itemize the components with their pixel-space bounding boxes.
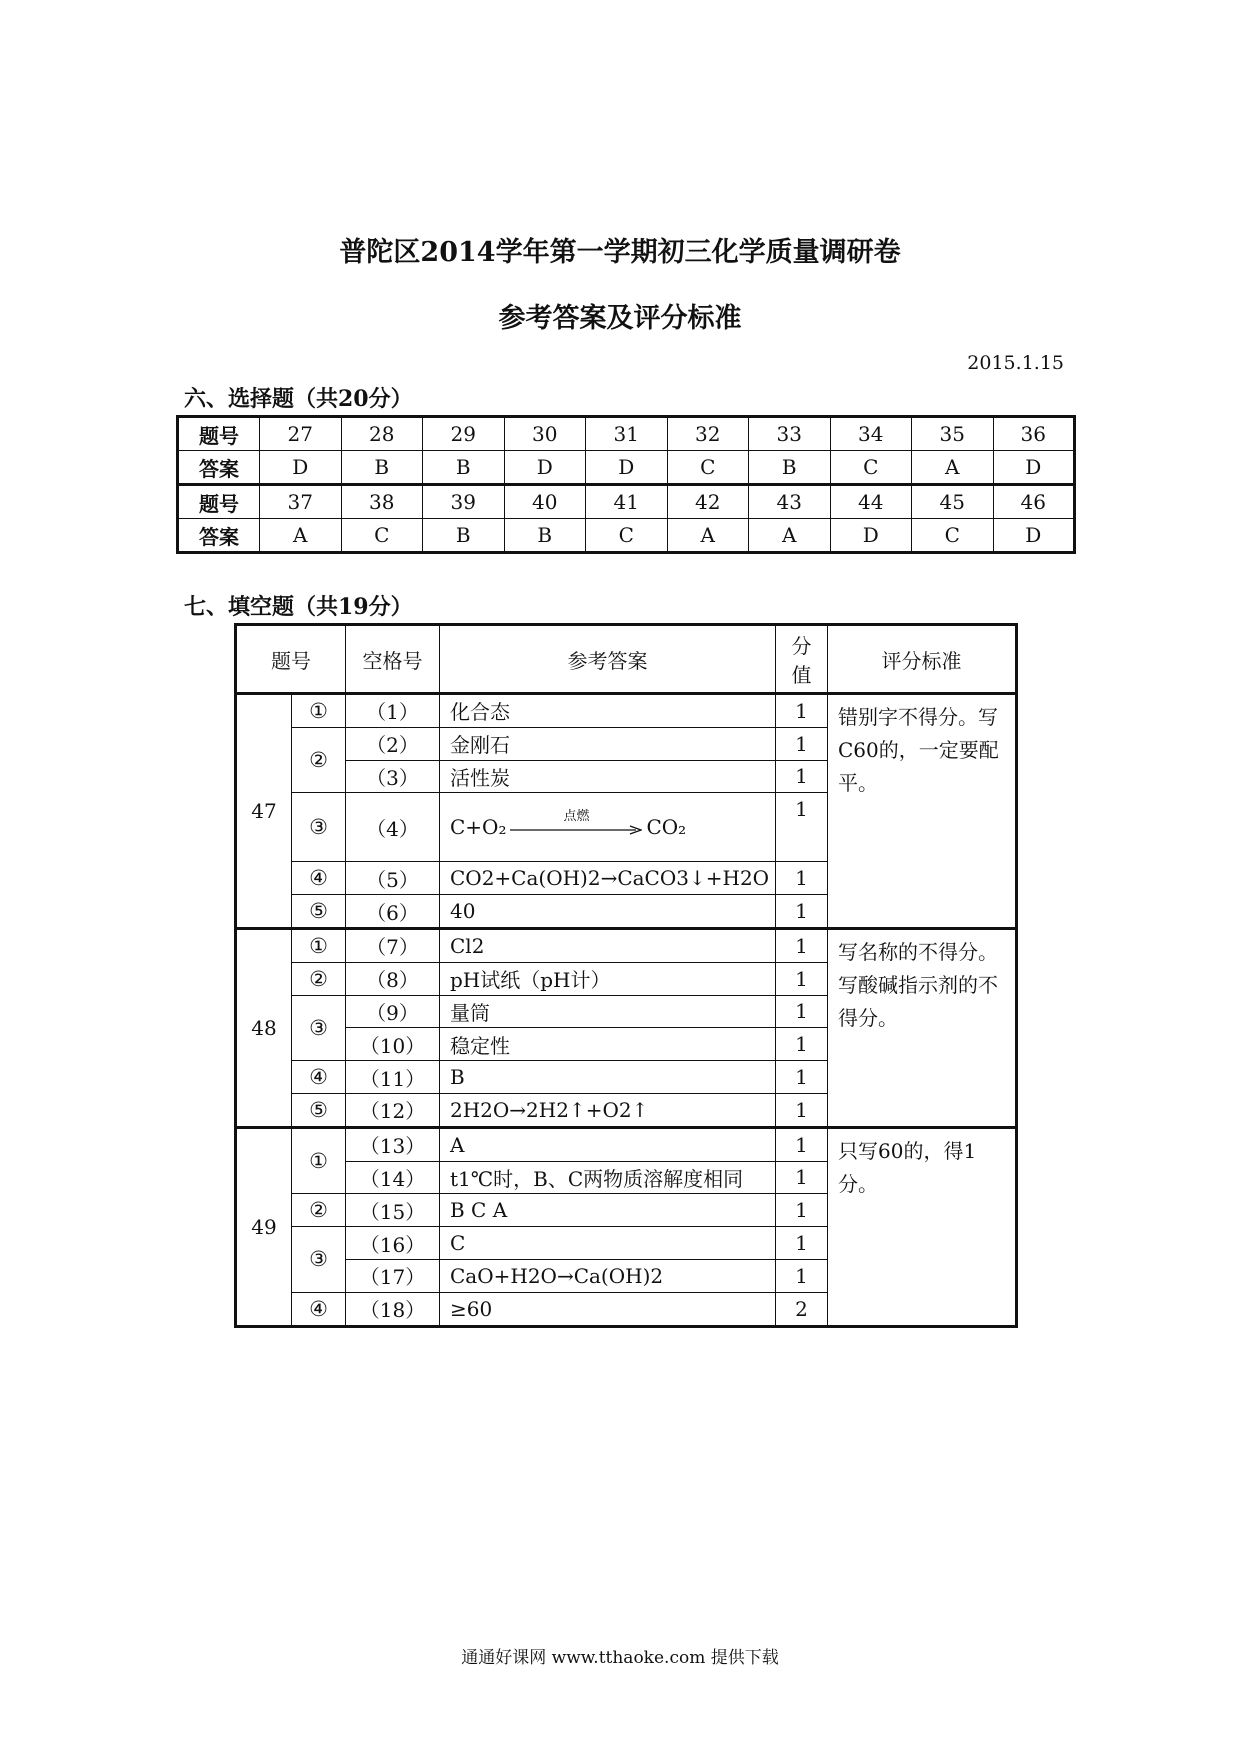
- row-label-answer: 答案: [178, 519, 260, 553]
- answer-cell: A: [667, 519, 749, 553]
- score-cell: 1: [776, 928, 828, 962]
- section-6-heading: 六、选择题（共20分）: [184, 386, 413, 412]
- question-number-cell: 33: [749, 417, 831, 451]
- blank-no: （10）: [346, 1028, 440, 1061]
- answer-cell: A: [912, 451, 994, 485]
- answer-cell: C: [667, 451, 749, 485]
- arrow-icon: [510, 825, 642, 835]
- table-row: [178, 519, 1075, 553]
- sub-question: ②: [292, 1194, 346, 1227]
- sub-question: ①: [292, 928, 346, 962]
- question-number-cell: 42: [667, 485, 749, 519]
- score-cell: 1: [776, 962, 828, 995]
- blank-no: （7）: [346, 928, 440, 962]
- answer-cell: 化合态: [440, 694, 776, 728]
- score-cell: 1: [776, 760, 828, 793]
- answer-cell: D: [993, 451, 1075, 485]
- question-number-cell: 28: [341, 417, 423, 451]
- blank-no: （16）: [346, 1227, 440, 1260]
- sub-question: ⑤: [292, 1093, 346, 1127]
- blank-no: （2）: [346, 727, 440, 760]
- question-47: 47: [236, 694, 292, 929]
- fill-blank-answer-table: [234, 623, 1018, 1328]
- answer-cell: pH试纸（pH计）: [440, 962, 776, 995]
- question-number-cell: 39: [423, 485, 505, 519]
- question-number-cell: 36: [993, 417, 1075, 451]
- equation-products: CO₂: [646, 815, 687, 840]
- criteria-47: 错别字不得分。写C60的，一定要配平。: [828, 694, 1017, 929]
- sub-question: ④: [292, 1061, 346, 1094]
- answer-cell: D: [586, 451, 668, 485]
- question-number-cell: 41: [586, 485, 668, 519]
- answer-cell: D: [260, 451, 342, 485]
- blank-no: （9）: [346, 995, 440, 1028]
- question-number-cell: 32: [667, 417, 749, 451]
- section-7-heading: 七、填空题（共19分）: [184, 594, 413, 620]
- score-cell: 1: [776, 1028, 828, 1061]
- blank-no: （14）: [346, 1161, 440, 1194]
- blank-no: （4）: [346, 793, 440, 862]
- table-row: [178, 451, 1075, 485]
- answer-cell: B: [341, 451, 423, 485]
- answer-cell: 稳定性: [440, 1028, 776, 1061]
- answer-cell: CO2+Ca(OH)2→CaCO3↓+H2O: [440, 862, 776, 895]
- answer-cell: CaO+H2O→Ca(OH)2: [440, 1259, 776, 1292]
- answer-cell: 40: [440, 895, 776, 929]
- answer-cell: C: [341, 519, 423, 553]
- blank-no: （17）: [346, 1259, 440, 1292]
- blank-no: （1）: [346, 694, 440, 728]
- score-cell: 1: [776, 862, 828, 895]
- question-number-cell: 35: [912, 417, 994, 451]
- header-criteria: 评分标准: [828, 625, 1017, 694]
- answer-cell: D: [993, 519, 1075, 553]
- score-cell: 1: [776, 1061, 828, 1094]
- score-cell: 1: [776, 793, 828, 862]
- date-label: 2015.1.15: [967, 352, 1064, 374]
- answer-cell: B: [423, 451, 505, 485]
- table-row: [236, 1127, 1017, 1161]
- sub-question: ③: [292, 1227, 346, 1293]
- sub-question: ①: [292, 694, 346, 728]
- choice-answer-table: [176, 415, 1076, 554]
- page-subtitle: 参考答案及评分标准: [498, 303, 742, 334]
- answer-cell: 活性炭: [440, 760, 776, 793]
- row-label-answer: 答案: [178, 451, 260, 485]
- table-row: [236, 694, 1017, 728]
- score-cell: 1: [776, 694, 828, 728]
- question-number-cell: 34: [830, 417, 912, 451]
- question-number-cell: 38: [341, 485, 423, 519]
- answer-cell: D: [830, 519, 912, 553]
- answer-cell: B: [423, 519, 505, 553]
- question-number-cell: 30: [504, 417, 586, 451]
- answer-cell: C: [830, 451, 912, 485]
- score-cell: 1: [776, 995, 828, 1028]
- question-49: 49: [236, 1127, 292, 1326]
- page-footer: 通通好课网 www.tthaoke.com 提供下载: [461, 1648, 779, 1668]
- score-cell: 1: [776, 1194, 828, 1227]
- score-cell: 1: [776, 1227, 828, 1260]
- table-header-row: [236, 625, 1017, 694]
- blank-no: （12）: [346, 1093, 440, 1127]
- sub-question: ①: [292, 1127, 346, 1194]
- question-number-cell: 43: [749, 485, 831, 519]
- reaction-arrow: [510, 808, 642, 839]
- answer-cell: B: [440, 1061, 776, 1094]
- score-cell: 1: [776, 1161, 828, 1194]
- header-score: 分 值: [776, 625, 828, 694]
- answer-cell: 金刚石: [440, 727, 776, 760]
- blank-no: （8）: [346, 962, 440, 995]
- question-number-cell: 27: [260, 417, 342, 451]
- table-row: [178, 485, 1075, 519]
- row-label-question-no: 题号: [178, 417, 260, 451]
- blank-no: （18）: [346, 1292, 440, 1326]
- sub-question: ④: [292, 1292, 346, 1326]
- table-row: [178, 417, 1075, 451]
- answer-cell: C: [586, 519, 668, 553]
- question-number-cell: 40: [504, 485, 586, 519]
- reaction-condition: 点燃: [563, 808, 590, 824]
- question-number-cell: 44: [830, 485, 912, 519]
- sub-question: ②: [292, 962, 346, 995]
- answer-cell: ≥60: [440, 1292, 776, 1326]
- answer-cell: Cl2: [440, 928, 776, 962]
- answer-cell: A: [260, 519, 342, 553]
- row-label-question-no: 题号: [178, 485, 260, 519]
- answer-cell: C: [440, 1227, 776, 1260]
- blank-no: （5）: [346, 862, 440, 895]
- sub-question: ③: [292, 995, 346, 1061]
- blank-no: （3）: [346, 760, 440, 793]
- answer-cell: A: [749, 519, 831, 553]
- answer-cell: B C A: [440, 1194, 776, 1227]
- question-number-cell: 31: [586, 417, 668, 451]
- header-question-no: 题号: [236, 625, 346, 694]
- score-cell: 1: [776, 1093, 828, 1127]
- sub-question: ④: [292, 862, 346, 895]
- blank-no: （6）: [346, 895, 440, 929]
- question-number-cell: 45: [912, 485, 994, 519]
- sub-question: ③: [292, 793, 346, 862]
- sub-question: ⑤: [292, 895, 346, 929]
- blank-no: （15）: [346, 1194, 440, 1227]
- question-number-cell: 29: [423, 417, 505, 451]
- question-number-cell: 37: [260, 485, 342, 519]
- blank-no: （11）: [346, 1061, 440, 1094]
- criteria-48: 写名称的不得分。写酸碱指示剂的不得分。: [828, 928, 1017, 1127]
- header-blank-no: 空格号: [346, 625, 440, 694]
- score-cell: 1: [776, 1259, 828, 1292]
- criteria-49: 只写60的，得1分。: [828, 1127, 1017, 1326]
- equation-reactants: C+O₂: [450, 815, 507, 840]
- blank-no: （13）: [346, 1127, 440, 1161]
- score-cell: 2: [776, 1292, 828, 1326]
- question-48: 48: [236, 928, 292, 1127]
- answer-cell: 量筒: [440, 995, 776, 1028]
- table-row: [236, 928, 1017, 962]
- sub-question: ②: [292, 727, 346, 793]
- answer-cell-equation: [440, 793, 776, 862]
- answer-cell: B: [504, 519, 586, 553]
- score-cell: 1: [776, 895, 828, 929]
- page-title: 普陀区2014学年第一学期初三化学质量调研卷: [339, 237, 901, 268]
- answer-cell: A: [440, 1127, 776, 1161]
- question-number-cell: 46: [993, 485, 1075, 519]
- score-cell: 1: [776, 727, 828, 760]
- answer-cell: 2H2O→2H2↑+O2↑: [440, 1093, 776, 1127]
- score-cell: 1: [776, 1127, 828, 1161]
- answer-cell: t1℃时，B、C两物质溶解度相同: [440, 1161, 776, 1194]
- answer-cell: B: [749, 451, 831, 485]
- answer-cell: C: [912, 519, 994, 553]
- header-answer: 参考答案: [440, 625, 776, 694]
- answer-cell: D: [504, 451, 586, 485]
